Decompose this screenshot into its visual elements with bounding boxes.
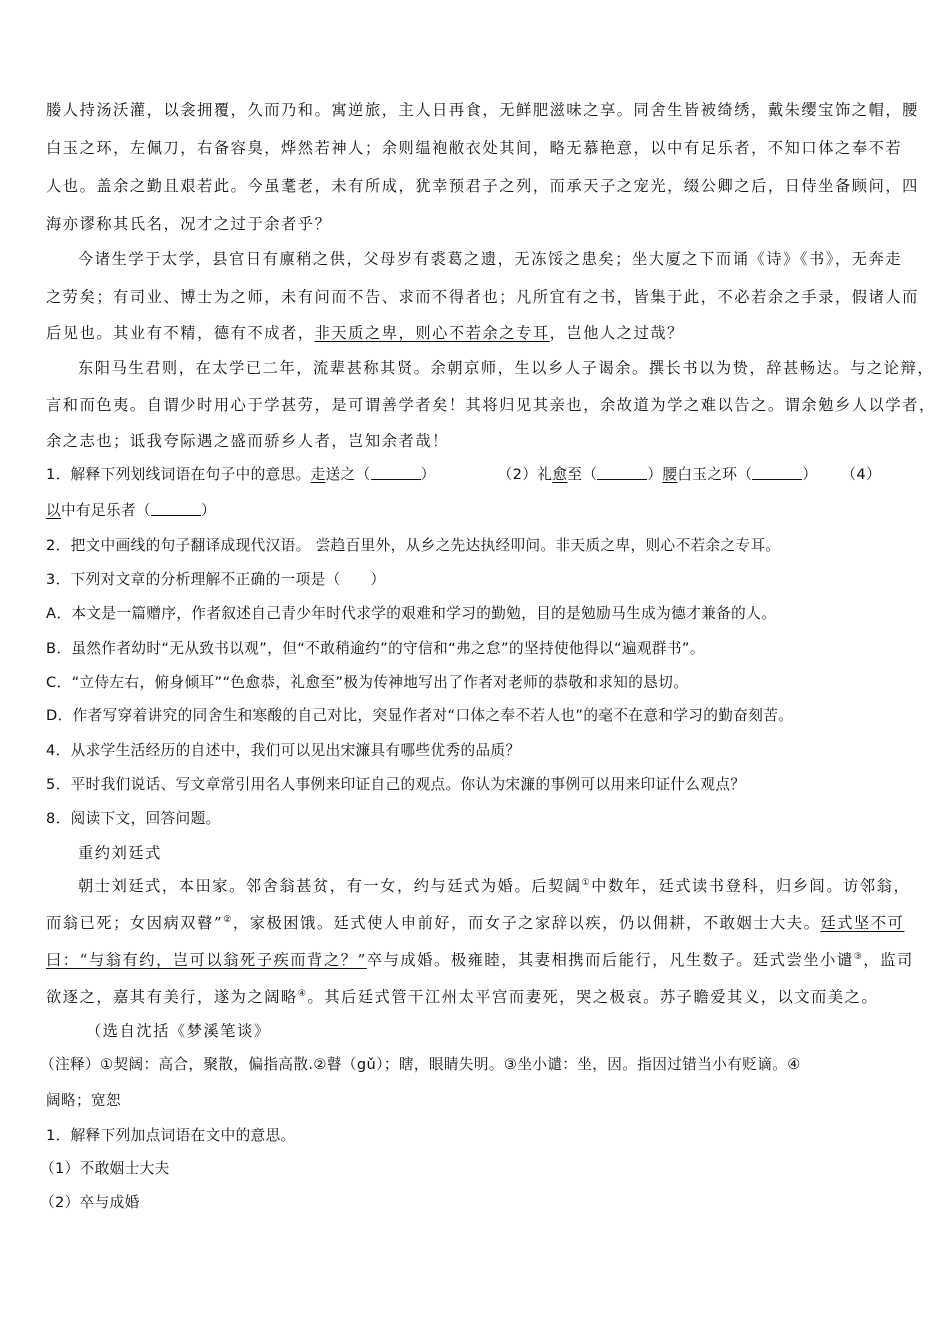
- answer-blank[interactable]: [371, 467, 421, 480]
- passage-text: 而翁已死；女因病双瞽”: [46, 914, 224, 932]
- option-a[interactable]: A．本文是一篇赠序，作者叙述自己青少年时代求学的艰难和学习的勤勉，目的是勉励马生成为德才兼备的人。: [46, 605, 777, 622]
- question-text: ）: [200, 502, 216, 519]
- question-3: 3．下列对文章的分析理解不正确的一项是（ ）: [46, 571, 386, 588]
- section-8-heading: 8．阅读下文，回答问题。: [46, 810, 221, 827]
- passage-text: ，家极困饿。廷式使人申前好，而女子之家辞以疾，仍以佣耕，不敢姻士大夫。: [232, 914, 821, 932]
- passage-line: 媵人持汤沃灌，以衾拥覆，久而乃和。寓逆旅，主人日再食，无鲜肥滋味之享。同舍生皆被绮绣，戴朱缨宝饰之帽，腰: [46, 101, 919, 119]
- question-text: 白玉之环（: [677, 466, 753, 483]
- annotation-notes-cont: 阔略；宽恕: [46, 1092, 121, 1109]
- answer-blank[interactable]: [151, 503, 201, 516]
- passage-line: 人也。盖余之勤且艰若此。今虽耄老，未有所成，犹幸预君子之列，而承天子之宠光，缀公卿之后，日侍坐备顾问，四: [46, 177, 919, 195]
- question-text: 1．解释下列划线词语在句子中的意思。: [46, 466, 311, 483]
- passage-line: 之劳矣；有司业、博士为之师，未有问而不告、求而不得者也；凡所宜有之书，皆集于此，不必若余之手录，假诸人而: [46, 288, 919, 306]
- underlined-word: 愈: [552, 466, 568, 483]
- passage-text: 卒与成婚。极雍睦，其妻相携而后能行，凡生数子。廷式尝坐小谴: [366, 951, 854, 969]
- footnote-marker: ①: [581, 878, 592, 888]
- passage-line: 今诸生学于太学，县官日有廪稍之供，父母岁有裘葛之遗，无冻馁之患矣；坐大厦之下而诵《诗》《书》，无奔走: [78, 250, 903, 268]
- passage-text: 。其后廷式管干江州太平宫而妻死，哭之极哀。苏子瞻爱其义，以文而美之。: [307, 988, 879, 1006]
- question-item: （2）卒与成婚: [40, 1194, 140, 1211]
- question-text: （4）: [841, 466, 882, 483]
- question-text: 中有足乐者（: [61, 502, 151, 519]
- passage-text: 朝士刘廷式，本田家。邻舍翁甚贫，有一女，约与廷式为婚。后契阔: [78, 877, 582, 895]
- passage-line: [46, 913, 904, 933]
- footnote-marker: ③: [853, 952, 864, 962]
- passage-line: 海亦谬称其氏名，况才之过于余者乎？: [46, 215, 332, 233]
- passage-line: 东阳马生君则，在太学已二年，流辈甚称其贤。余朝京师，生以乡人子谒余。撰长书以为贽，辞甚畅达。与之论辩，: [78, 359, 935, 377]
- passage-line: 白玉之环，左佩刀，右备容臭，烨然若神人；余则缊袍敝衣处其间，略无慕艳意，以中有足乐者，不知口体之奉不若: [46, 139, 903, 157]
- answer-blank[interactable]: [597, 467, 647, 480]
- passage-text: 欲逐之，嘉其有美行，遂为之阔略: [46, 988, 298, 1006]
- passage-title: 重约刘廷式: [78, 844, 162, 862]
- passage-line: [46, 950, 914, 970]
- underlined-word: 腰: [662, 466, 678, 483]
- passage-text: ，岂他人之过哉？: [549, 324, 684, 342]
- passage-text: ，监司: [863, 951, 914, 969]
- passage-line: 余之志也；诋我夸际遇之盛而骄乡人者，岂知余者哉！: [46, 432, 449, 450]
- option-b[interactable]: B．虽然作者幼时“无从致书以观”，但“不敢稍逾约”的守信和“弗之怠”的坚持使他得以“遍观群书”。: [46, 640, 705, 657]
- question-text: ）: [420, 466, 436, 483]
- annotation-notes: （注释）①契阔：高合，聚散，偏指高散.②瞽（gǔ）；瞎，眼睛失明。③坐小谴：坐，因。指因过错当小有贬谪。④: [40, 1056, 801, 1073]
- passage-line: [46, 876, 910, 896]
- question-text: 至（: [567, 466, 598, 483]
- passage-text: 中数年，廷式读书登科，归乡闾。访邻翁，: [591, 877, 911, 895]
- passage-source: （选自沈括《梦溪笔谈》: [86, 1022, 271, 1040]
- passage-line: [46, 323, 684, 343]
- question-1-cont: [46, 501, 216, 521]
- underlined-word: 以: [46, 502, 61, 519]
- question-text: ）: [647, 466, 663, 483]
- question-1: [46, 465, 906, 485]
- passage-line: [46, 987, 878, 1007]
- underlined-sentence: 曰：“与翁有约，岂可以翁死子疾而背之？”: [46, 951, 367, 969]
- option-d[interactable]: D．作者写穿着讲究的同舍生和寒酸的自己对比，突显作者对“口体之奉不若人也”的毫不在意和学习的勤奋刻苦。: [46, 707, 794, 724]
- question-item: （1）不敢姻士大夫: [40, 1160, 170, 1177]
- section-8-question-1: 1．解释下列加点词语在文中的意思。: [46, 1127, 296, 1144]
- answer-blank[interactable]: [752, 467, 802, 480]
- footnote-marker: ②: [223, 915, 233, 925]
- option-c[interactable]: C．“立侍左右，俯身倾耳”“色愈恭，礼愈至”极为传神地写出了作者对老师的恭敬和求知的恳切。: [46, 674, 689, 691]
- question-5: 5．平时我们说话、写文章常引用名人事例来印证自己的观点。你认为宋濂的事例可以用来印证什么观点？: [46, 776, 746, 793]
- footnote-marker: ④: [297, 989, 308, 999]
- question-2: 2．把文中画线的句子翻译成现代汉语。 尝趋百里外，从乡之先达执经叩问。非天质之卑，则心不若余之专耳。: [46, 537, 781, 554]
- underlined-sentence: 廷式坚不可: [820, 914, 905, 932]
- question-text: （2）礼: [497, 466, 553, 483]
- passage-line: 言和而色夷。自谓少时用心于学甚劳，是可谓善学者矣！其将归见其亲也，余故道为学之难以告之。谓余勉乡人以学者，: [46, 396, 936, 414]
- question-text: 送之（: [325, 466, 371, 483]
- question-4: 4．从求学生活经历的自述中，我们可以见出宋濂具有哪些优秀的品质？: [46, 742, 521, 759]
- underlined-word: 走: [310, 466, 326, 483]
- passage-text: 后见也。其业有不精，德有不成者，: [46, 324, 315, 342]
- underlined-sentence: 非天质之卑，则心不若余之专耳: [314, 324, 550, 342]
- question-text: ）: [802, 466, 818, 483]
